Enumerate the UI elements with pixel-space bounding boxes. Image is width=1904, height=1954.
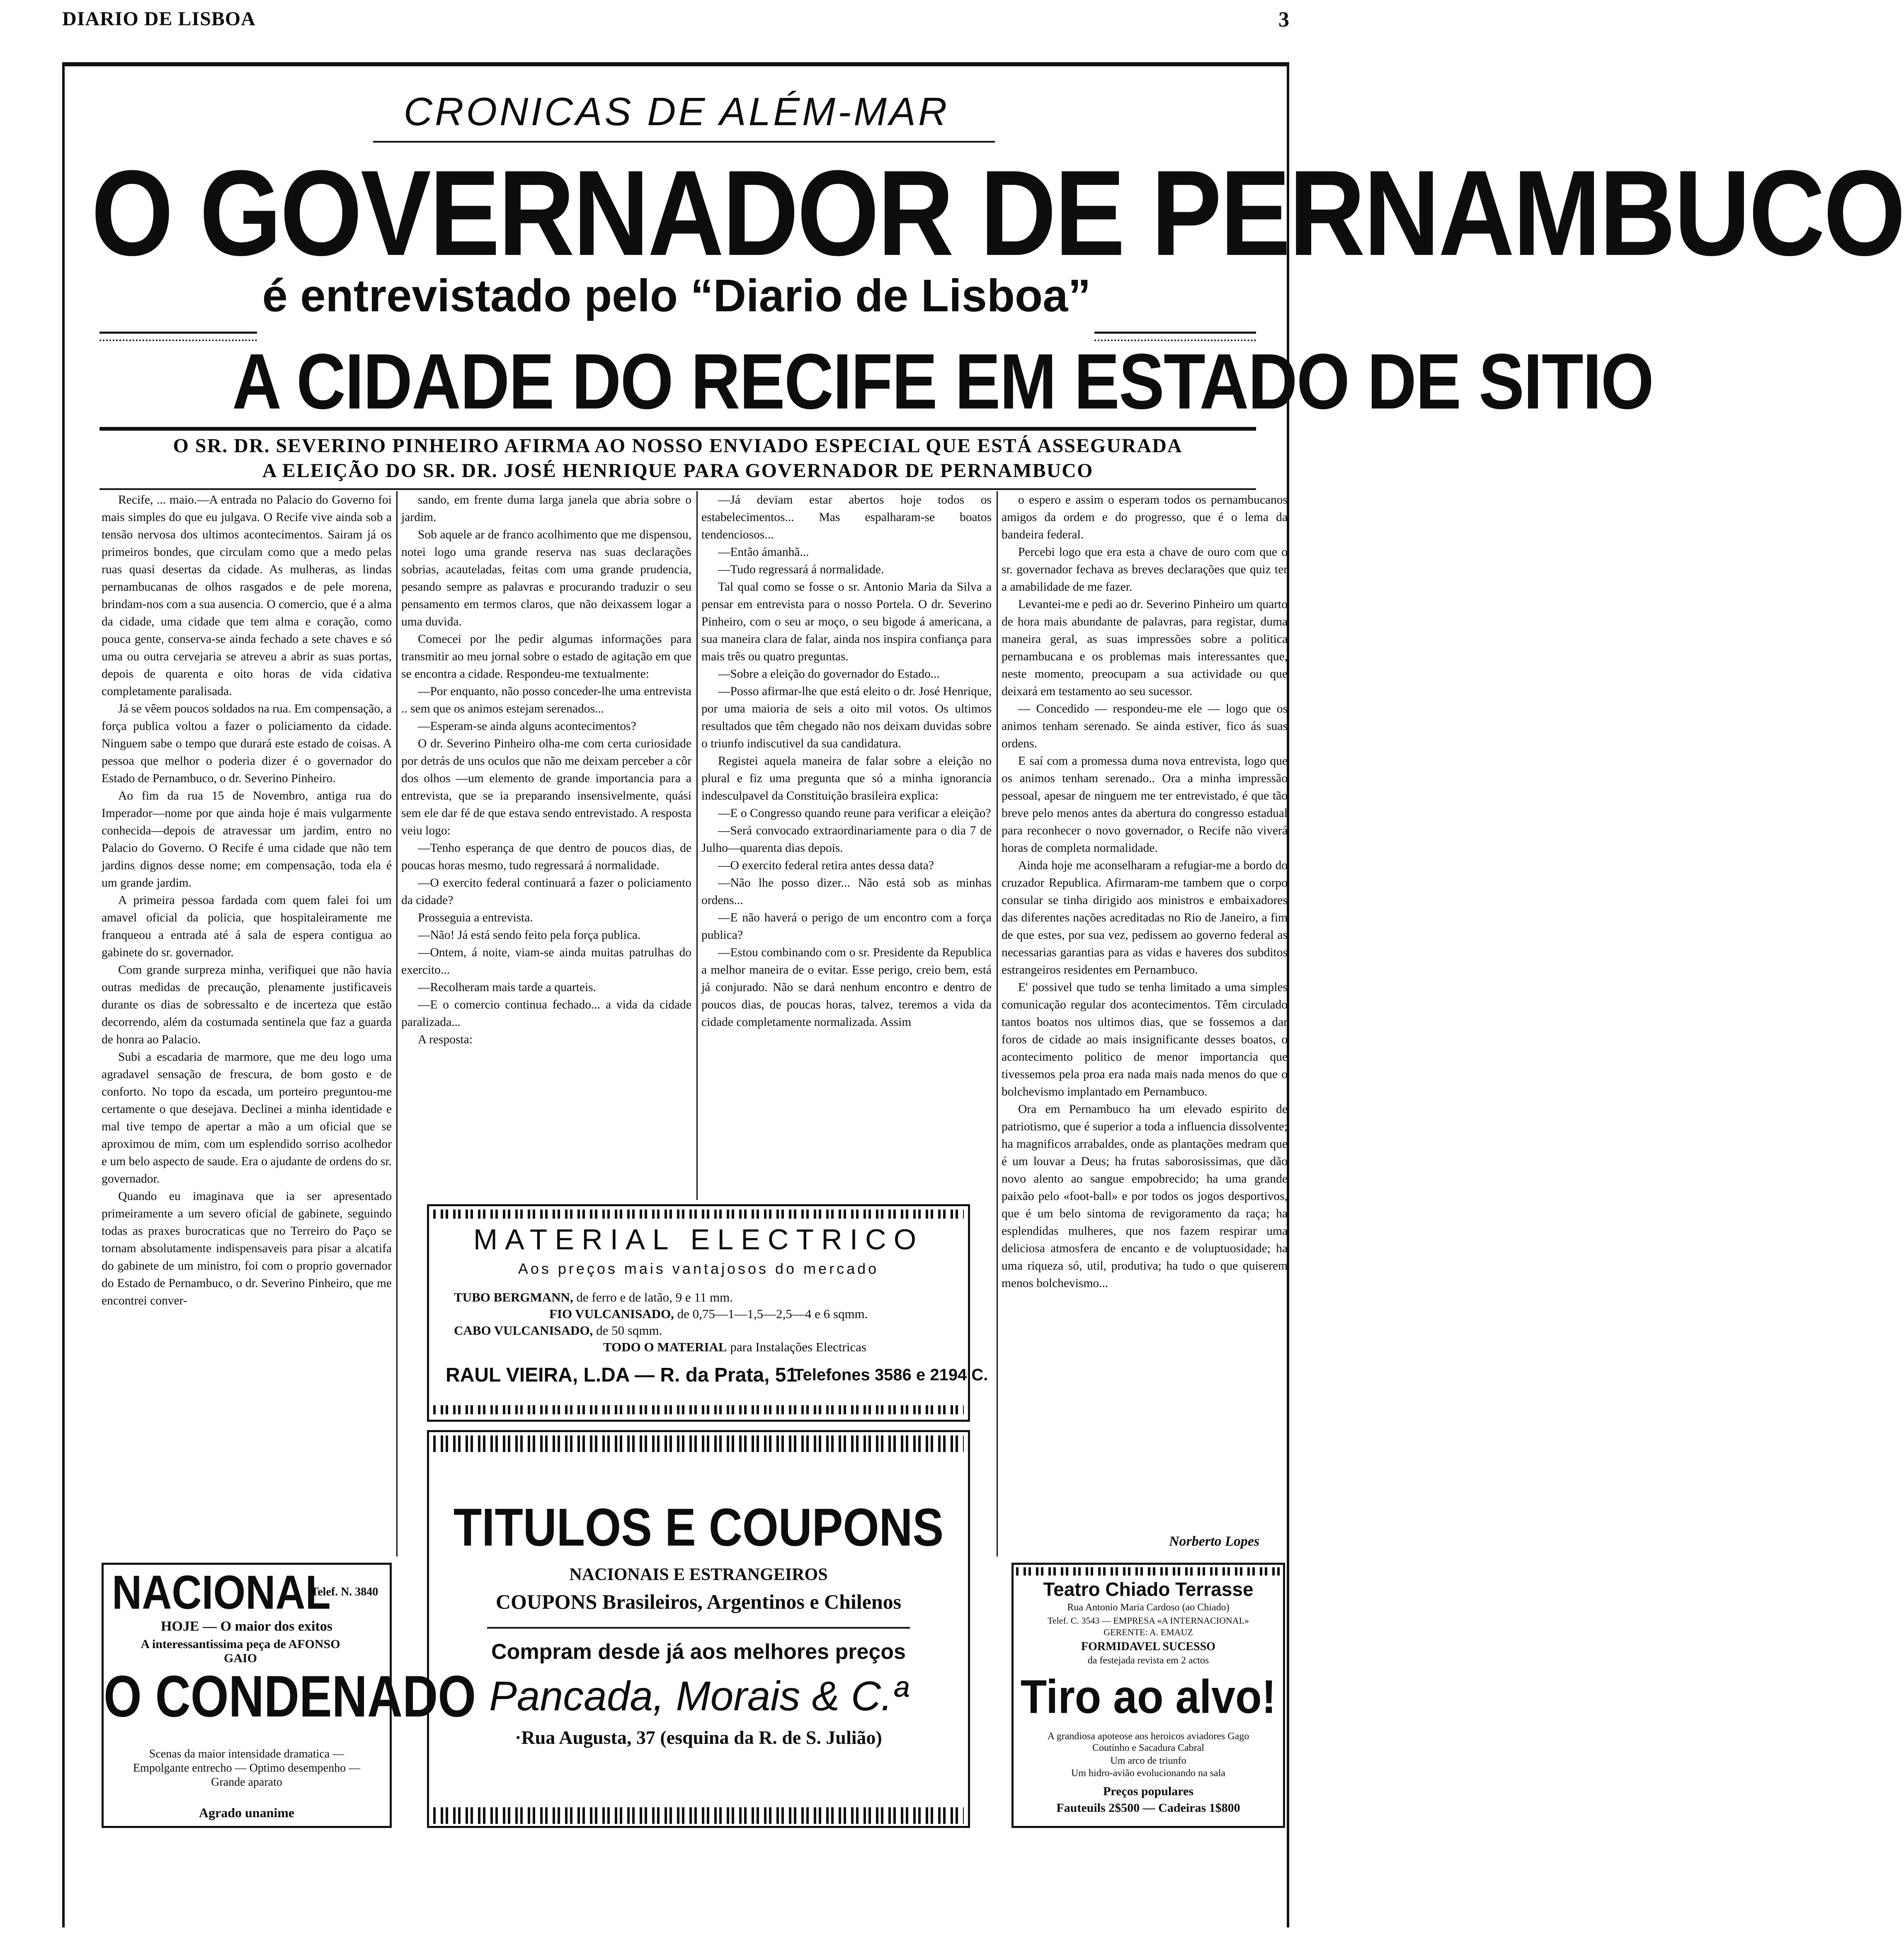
article-paragraph: —Estou combinando com o sr. Presidente da Republica a melhor maneira de o evitar. Esse perigo, creio bem, está já conjurado. Não se dará nenhum encontro e dentro de poucos dias, de poucas horas, talvez, teremos a vida da cidade completamente normalizada. Assim (701, 946, 992, 1029)
article-paragraph: —O exercito federal retira antes dessa data? (718, 859, 934, 872)
deck-line-2: A ELEIÇÃO DO SR. DR. JOSÉ HENRIQUE PARA GOVERNADOR DE PERNAMBUCO (262, 460, 1094, 482)
article-paragraph: A resposta: (418, 1033, 473, 1046)
section-kicker: CRONICAS DE ALÉM-MAR (403, 90, 950, 134)
article-paragraph: —Não! Já está sendo feito pela força publica. (418, 929, 641, 942)
ad-firm: RAUL VIEIRA, L.DA — R. da Prata, 51 (446, 1364, 798, 1386)
ad-product-line (454, 1306, 951, 1322)
article-paragraph: Registei aquela maneira de falar sobre a eleição no plural e fiz uma pregunta que só a minha ignorancia indesculpavel da Constituição brasileira explica: (701, 754, 992, 802)
ad-prices: Fauteuils 2$500 — Cadeiras 1$800 (1056, 1801, 1240, 1815)
ad-prices-title: Preços populares (1103, 1784, 1194, 1798)
ad-product-line (454, 1322, 951, 1339)
ad-firm: Pancada, Morais & C.ª (489, 1673, 908, 1719)
page-number: 3 (1278, 8, 1289, 32)
ad-line: A interessantissima peça de AFONSO GAIO (141, 1637, 340, 1665)
product-name: FIO VULCANISADO, (549, 1307, 674, 1321)
ad-description: A grandiosa apoteose aos heroicos aviadores Gago Coutinho e Sacadura Cabral (1047, 1731, 1249, 1753)
article-paragraph: Quando eu imaginava que ia ser apresentado primeiramente a um severo oficial de gabinete, seguindo todas as praxes burocraticas que no Terreiro do Paço se tornam absolutamente indispensaveis para pisar a alcatifa do gabinete de um ministro, foi com o proprio governador do Estado de Pernambuco, o dr. Severino Pinheiro, que me encontrei conver- (102, 1190, 392, 1307)
article-paragraph: —Então ámanhã... (718, 545, 809, 559)
article-paragraph: Recife, ... maio.—A entrada no Palacio do Governo foi mais simples do que eu julgava. O Recife vive ainda sob a tensão nervosa dos ultimos acontecimentos. Sairam já os primeiros bondes, que circulam como que a medo pelas ruas quasi desertas da cidade. As mulheras, as lindas pernambucanas de olhos rasgados e de pele morena, brindam-nos com a sua ausencia. O comercio, que é a alma da cidade, uma cidade que tem alma e coração, como pouca gente, conserva-se ainda fechado a sete chaves e só uma ou outra cervejaria se atreveu a abrir as suas portas, depois de quarenta e oito horas de vida cidativa completamente paralisada. (102, 493, 392, 698)
ad-line: FORMIDAVEL SUCESSO (1081, 1640, 1215, 1653)
ad-phone: Telef. N. 3840 (311, 1586, 378, 1598)
article-paragraph: —Tenho esperança de que dentro de poucos dias, de poucas horas mesmo, tudo regressará á normalidade. (401, 841, 691, 872)
product-detail: de 50 sqmm. (596, 1323, 662, 1338)
article-paragraph: O dr. Severino Pinheiro olha-me com certa curiosidade por detrás de uns oculos que não me deixam perceber a côr dos olhos —um elemento de grande importancia para a entrevista, que se ia preparando insensivelmente, quási sem ele dar fé de que estava sendo entrevistado. A resposta veiu logo: (401, 737, 691, 837)
article-paragraph: Ainda hoje me aconselharam a refugiar-me a bordo do cruzador Republica. Afirmaram-me tambem que o corpo consular se tinha dirigido aos ministros e embaixadores das diferentes nações acreditadas no Rio de Janeiro, a fim de que estes, por sua vez, pedissem ao governo federal as necessarias garantias para as vidas e haveres dos subditos estrangeiros residentes em Pernambuco. (1002, 859, 1288, 977)
decorative-border (433, 1210, 964, 1219)
newspaper-name: DIARIO DE LISBOA (62, 8, 256, 30)
product-detail: de ferro e de latão, 9 e 11 mm. (576, 1290, 733, 1304)
article-column-2 (401, 491, 691, 1200)
article-paragraph: —Sobre a eleição do governador do Estado... (718, 667, 940, 681)
article-paragraph: Prosseguia a entrevista. (418, 911, 533, 924)
article-paragraph: —E o Congresso quando reune para verificar a eleição? (718, 807, 991, 820)
article-paragraph: —Não lhe posso dizer... Não está sob as minhas ordens... (701, 876, 992, 907)
ad-theatre-name: NACIONAL (112, 1566, 331, 1619)
ad-play-title: Tiro ao alvo! (1020, 1670, 1276, 1724)
deck-rule-bottom (99, 488, 1256, 490)
article-paragraph: Levantei-me e pedi ao dr. Severino Pinheiro um quarto de hora mais abundante de palavras, para registar, duma maneira geral, as suas impressões sobre a politica pernambucana e os problemas mais interessantes que, neste momento, preocupam a sua actividade ou que deixará em testamento ao seu sucessor. (1002, 598, 1288, 698)
article-paragraph: Ora em Pernambuco ha um elevado espirito de patriotismo, que é superior a toda a influencia dissolvente; ha magnificos arrabaldes, onde as plantações medram que é um louvar a Deus; ha frutas saborosissimas, que dão novo alento ao sangue empobrecido; ha uma grande paixão pelo «foot-ball» e por todos os jogos desportivos, que é um belo sintoma de revigoramento da raça; ha esplendidas mulheres, que nos fazem respirar uma deliciosa atmosfera de encanto e de voluptuosidade; ha uma riqueza só, util, produtiva; ha tudo o que quiserem menos bolchevismo... (1002, 1103, 1288, 1290)
ad-divider (487, 1627, 910, 1629)
ad-line: HOJE — O maior dos exitos (161, 1619, 332, 1634)
article-paragraph: sando, em frente duma larga janela que abria sobre o jardim. (401, 493, 691, 524)
column-divider (396, 491, 398, 1556)
ad-address: ·Rua Augusta, 37 (esquina da R. de S. Julião) (515, 1727, 882, 1748)
ad-product-list (454, 1289, 951, 1355)
ad-subtitle: Aos preços mais vantajosos do mercado (518, 1260, 879, 1277)
product-detail: para Instalações Electricas (730, 1340, 867, 1354)
deck-rule-top (99, 427, 1256, 431)
column-divider (997, 491, 998, 1556)
ad-line (429, 1590, 968, 1614)
ad-description: Scenas da maior intensidade dramatica — Empolgante entrecho — Optimo desempenho — Grande aparato (133, 1748, 361, 1789)
article-paragraph: —Posso afirmar-lhe que está eleito o dr. José Henrique, por uma maioria de seis a oito mil votos. Os ultimos resultados que têm chegado não nos deixam duvidas sobre o triunfo indiscutivel da sua candidatura. (701, 685, 992, 750)
article-paragraph: o espero e assim o esperam todos os pernambucanos amigos da ordem e do progresso, que é o lema da bandeira federal. (1002, 493, 1288, 541)
ad-line: NACIONAIS E ESTRANGEIROS (569, 1565, 828, 1584)
ad-product-line (454, 1339, 951, 1355)
column-divider (696, 491, 698, 1200)
secondary-headline: A CIDADE DO RECIFE EM ESTADO DE SITIO (232, 337, 1653, 425)
ad-line: Compram desde já aos melhores preços (491, 1640, 906, 1664)
article-paragraph: A primeira pessoa fardada com quem falei foi um amavel oficial da policia, que hospitaleiramente me franqueou a entrada até á sala de espera contigua ao gabinete do sr. governador. (102, 894, 392, 959)
ad-description: Um arco de triunfo (1110, 1755, 1186, 1766)
ad-line-bold: COUPONS (495, 1590, 597, 1613)
ad-title: MATERIAL ELECTRICO (473, 1223, 924, 1256)
article-paragraph: E saí com a promessa duma nova entrevista, logo que os animos tenham serenado.. Ora a minha impressão pessoal, apesar de ninguem me ter entrevistado, é que tão breve pelo menos antes da abertura do congresso estadual para reconhecer o novo governador, o Recife não viverá horas de completa normalidade. (1002, 754, 1288, 855)
article-paragraph: Ao fim da rua 15 de Novembro, antiga rua do Imperador—nome por que ainda hoje é mais vulgarmente conhecida—depois de atravessar um jardim, entro no Palacio do Governo. O Recife é uma cidade que não tem jardins dignos desse nome; em compensação, toda ela é um grande jardim. (102, 789, 392, 890)
main-headline: O GOVERNADOR DE PERNAMBUCO (91, 145, 1904, 281)
article-column-1 (102, 491, 392, 1507)
ad-play-title: O CONDENADO (104, 1663, 476, 1730)
ad-footer: Agrado unanime (199, 1805, 295, 1820)
decorative-border (433, 1405, 964, 1414)
ad-title: TITULOS E COUPONS (453, 1497, 944, 1557)
ad-material-electrico (427, 1204, 988, 1422)
article-paragraph: Percebi logo que era esta a chave de ouro com que o sr. governador fechava as breves declarações que quiz ter a amabilidade de me fazer. (1002, 545, 1288, 594)
subheadline: é entrevistado pelo “Diario de Lisboa” (262, 270, 1091, 321)
ad-teatro-nacional (102, 1563, 476, 1828)
ad-phones: Telefones 3586 e 2194 C. (794, 1366, 988, 1384)
deck-line-1: O SR. DR. SEVERINO PINHEIRO AFIRMA AO NOSSO ENVIADO ESPECIAL QUE ESTÁ ASSEGURADA (173, 435, 1183, 457)
decorative-border (433, 1807, 964, 1824)
article-paragraph: —Será convocado extraordinariamente para o dia 7 de Julho—quarenta dias depois. (701, 824, 992, 855)
ad-theatre-name: Teatro Chiado Terrasse (1043, 1578, 1254, 1600)
ad-line: da festejada revista em 2 actos (1087, 1655, 1209, 1666)
ad-description: Um hidro-avião evolucionando na sala (1071, 1768, 1225, 1779)
article-paragraph: —E não haverá o perigo de um encontro com a força publica? (701, 911, 992, 942)
ad-address: Rua Antonio Maria Cardoso (ao Chiado) (1067, 1602, 1230, 1613)
article-paragraph: —O exercito federal continuará a fazer o policiamento da cidade? (401, 876, 691, 907)
article-paragraph: Sob aquele ar de franco acolhimento que me dispensou, notei logo uma grande reserva nas suas declarações sobrias, acauteladas, feitas com uma grande prudencia, pesando sempre as palavras e procurando traduzir o seu pensamento em termos claros, que não deixassem logar a uma duvida. (401, 528, 691, 628)
ad-phone: Telef. C. 3543 — EMPRESA «A INTERNACIONAL» (1047, 1615, 1249, 1626)
article-paragraph: Com grande surpreza minha, verifiquei que não havia outras medidas de precaução, plenamente justificaveis durante os dias de sobressalto e de incerteza que estão decorrendo, além da costumada sentinela que faz a guarda de honra ao Palacio. (102, 963, 392, 1046)
article-paragraph: —Por enquanto, não posso conceder-lhe uma entrevista .. sem que os animos estejam serenados... (401, 685, 691, 715)
article-column-3 (701, 491, 992, 1200)
article-paragraph: —Esperam-se ainda alguns acontecimentos? (418, 720, 636, 733)
article-paragraph: —Recolheram mais tarde a quarteis. (418, 981, 597, 994)
article-paragraph: E' possivel que tudo se tenha limitado a uma simples comunicação regular dos acontecimentos. Têm circulado tantos boatos nos ultimos dias, que se fossemos a dar foros de cidade ao mais insignificante desses boatos, o acontecimento politico de menor importancia que tivessemos pela proa era nada mais nada menos do que o bolchevismo implantado em Pernambuco. (1002, 981, 1288, 1098)
article-paragraph: Tal qual como se fosse o sr. Antonio Maria da Silva a pensar em entrevista para o nosso Portela. O dr. Severino Pinheiro, com o seu ar moço, o seu bigode á americana, a sua maneira clara de falar, ainda nos inspira confiança para mais três ou quatro preguntas. (701, 580, 992, 663)
ad-titulos-coupons (427, 1430, 970, 1828)
ad-line-rest: Brasileiros, Argentinos e Chilenos (602, 1590, 902, 1613)
article-paragraph: —Tudo regressará á normalidade. (718, 563, 884, 576)
product-name: TUBO BERGMANN, (454, 1290, 573, 1304)
ad-teatro-chiado (1011, 1563, 1285, 1828)
masthead (62, 3, 1289, 32)
article-paragraph: —Já deviam estar abertos hoje todos os estabelecimentos... Mas espalharam-se boatos tendenciosos... (701, 493, 992, 541)
article-paragraph: —E o comercio continua fechado... a vida da cidade paralizada... (401, 998, 691, 1029)
article-paragraph: Já se vêem poucos soldados na rua. Em compensação, a força publica voltou a fazer o policiamento da cidade. Ninguem sabe o tempo que durará este estado de coisas. A pessoa que melhor o poderia dizer é o governador do Estado de Pernambuco, o dr. Severino Pinheiro. (102, 702, 392, 785)
article-paragraph: — Concedido — respondeu-me ele — logo que os animos tenham serenado. Se ainda estiver, fico ás suas ordens. (1002, 702, 1288, 750)
ad-product-line (454, 1289, 951, 1306)
decorative-border (433, 1435, 964, 1452)
article-paragraph: —Ontem, á noite, viam-se ainda muitas patrulhas do exercito... (401, 946, 691, 977)
article-signature: Norberto Lopes (1169, 1534, 1260, 1549)
article-paragraph: Comecei por lhe pedir algumas informações para transmitir ao meu jornal sobre o estado de agitação em que se encontra a cidade. Respondeu-me textualmente: (401, 633, 691, 681)
product-detail: de 0,75—1—1,5—2,5—4 e 6 sqmm. (677, 1307, 868, 1321)
ad-manager: GERENTE: A. EMAUZ (1104, 1627, 1193, 1637)
article-column-4 (1002, 491, 1288, 1532)
decorative-border (1016, 1567, 1281, 1576)
product-name: CABO VULCANISADO, (454, 1323, 593, 1338)
product-name: TODO O MATERIAL (603, 1340, 727, 1354)
article-paragraph: Subi a escadaria de marmore, que me deu logo uma agradavel sensação de frescura, de bom gosto e de conforto. No topo da escada, um porteiro preguntou-me certamente o que desejava. Declinei a minha identidade e mal tive tempo de apertar a mão a um oficial que se aproximou de mim, com um esplendido sorriso acolhedor e um belo aspecto de saude. Era o ajudante de ordens do sr. governador. (102, 1050, 392, 1185)
